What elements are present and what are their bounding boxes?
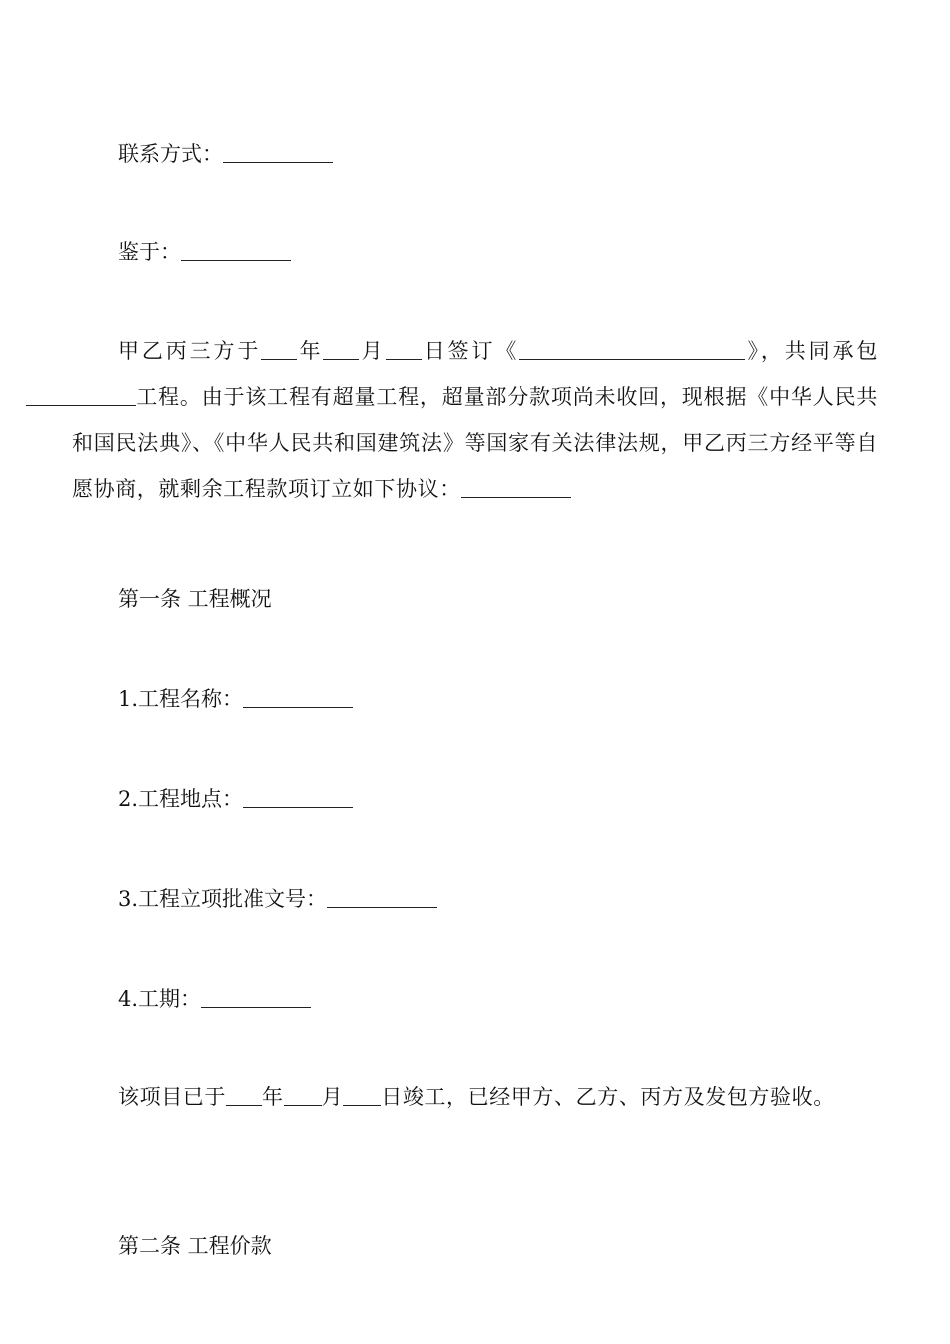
intro-paragraph	[72, 328, 878, 512]
completion-line	[72, 1074, 924, 1120]
article1-item1	[72, 676, 924, 722]
duration-label: 4.工期：	[118, 987, 202, 1011]
project-location-label: 2.工程地点：	[118, 787, 244, 811]
intro-year: 年	[297, 339, 324, 363]
article1-title	[72, 576, 924, 622]
intro-day-sign: 日签订《	[421, 339, 520, 363]
article1-item4	[72, 976, 924, 1022]
whereas-label: 鉴于：	[118, 240, 181, 264]
contact-label: 联系方式：	[118, 142, 223, 166]
approval-number-blank	[327, 906, 437, 908]
intro-month: 月	[359, 339, 386, 363]
article2-title	[72, 1223, 924, 1269]
whereas-blank	[181, 259, 291, 261]
intro-contract-title-blank	[519, 358, 745, 360]
article1-item2	[72, 776, 924, 822]
project-name-blank	[243, 706, 353, 708]
intro-project-blank	[26, 404, 136, 406]
intro-part1: 甲乙丙三方于	[118, 339, 262, 363]
completion-part2: 日竣工，已经甲方、乙方、丙方及发包方验收。	[381, 1085, 835, 1109]
intro-month-blank	[323, 358, 359, 360]
intro-part2: 》，共同承包	[745, 339, 878, 363]
intro-part3: 工程。由于该工程有超量工程，超量部分款项尚未收回，现根据《中华人民共和国民法典》、《中华人民共和国建筑法》等国家有关法律法规，甲乙丙三方经平等自愿协商，就剩余工程款项订立如下协议：	[72, 385, 878, 501]
completion-year: 年	[262, 1085, 284, 1109]
article2-title-text: 第二条 工程价款	[118, 1234, 272, 1258]
contact-line	[72, 131, 924, 177]
completion-year-blank	[226, 1104, 262, 1106]
whereas-line	[72, 229, 924, 275]
intro-day-blank	[386, 358, 422, 360]
article1-item3	[72, 876, 924, 922]
project-location-blank	[243, 806, 353, 808]
contact-blank	[223, 161, 333, 163]
duration-blank	[201, 1006, 311, 1008]
project-name-label: 1.工程名称：	[118, 687, 244, 711]
completion-month: 月	[321, 1085, 344, 1109]
article1-title-text: 第一条 工程概况	[118, 587, 272, 611]
intro-end-blank	[461, 496, 571, 498]
approval-number-label: 3.工程立项批准文号：	[118, 887, 328, 911]
intro-year-blank	[261, 358, 297, 360]
completion-day-blank	[343, 1104, 381, 1106]
completion-part1: 该项目已于	[118, 1085, 226, 1109]
completion-month-blank	[284, 1104, 322, 1106]
